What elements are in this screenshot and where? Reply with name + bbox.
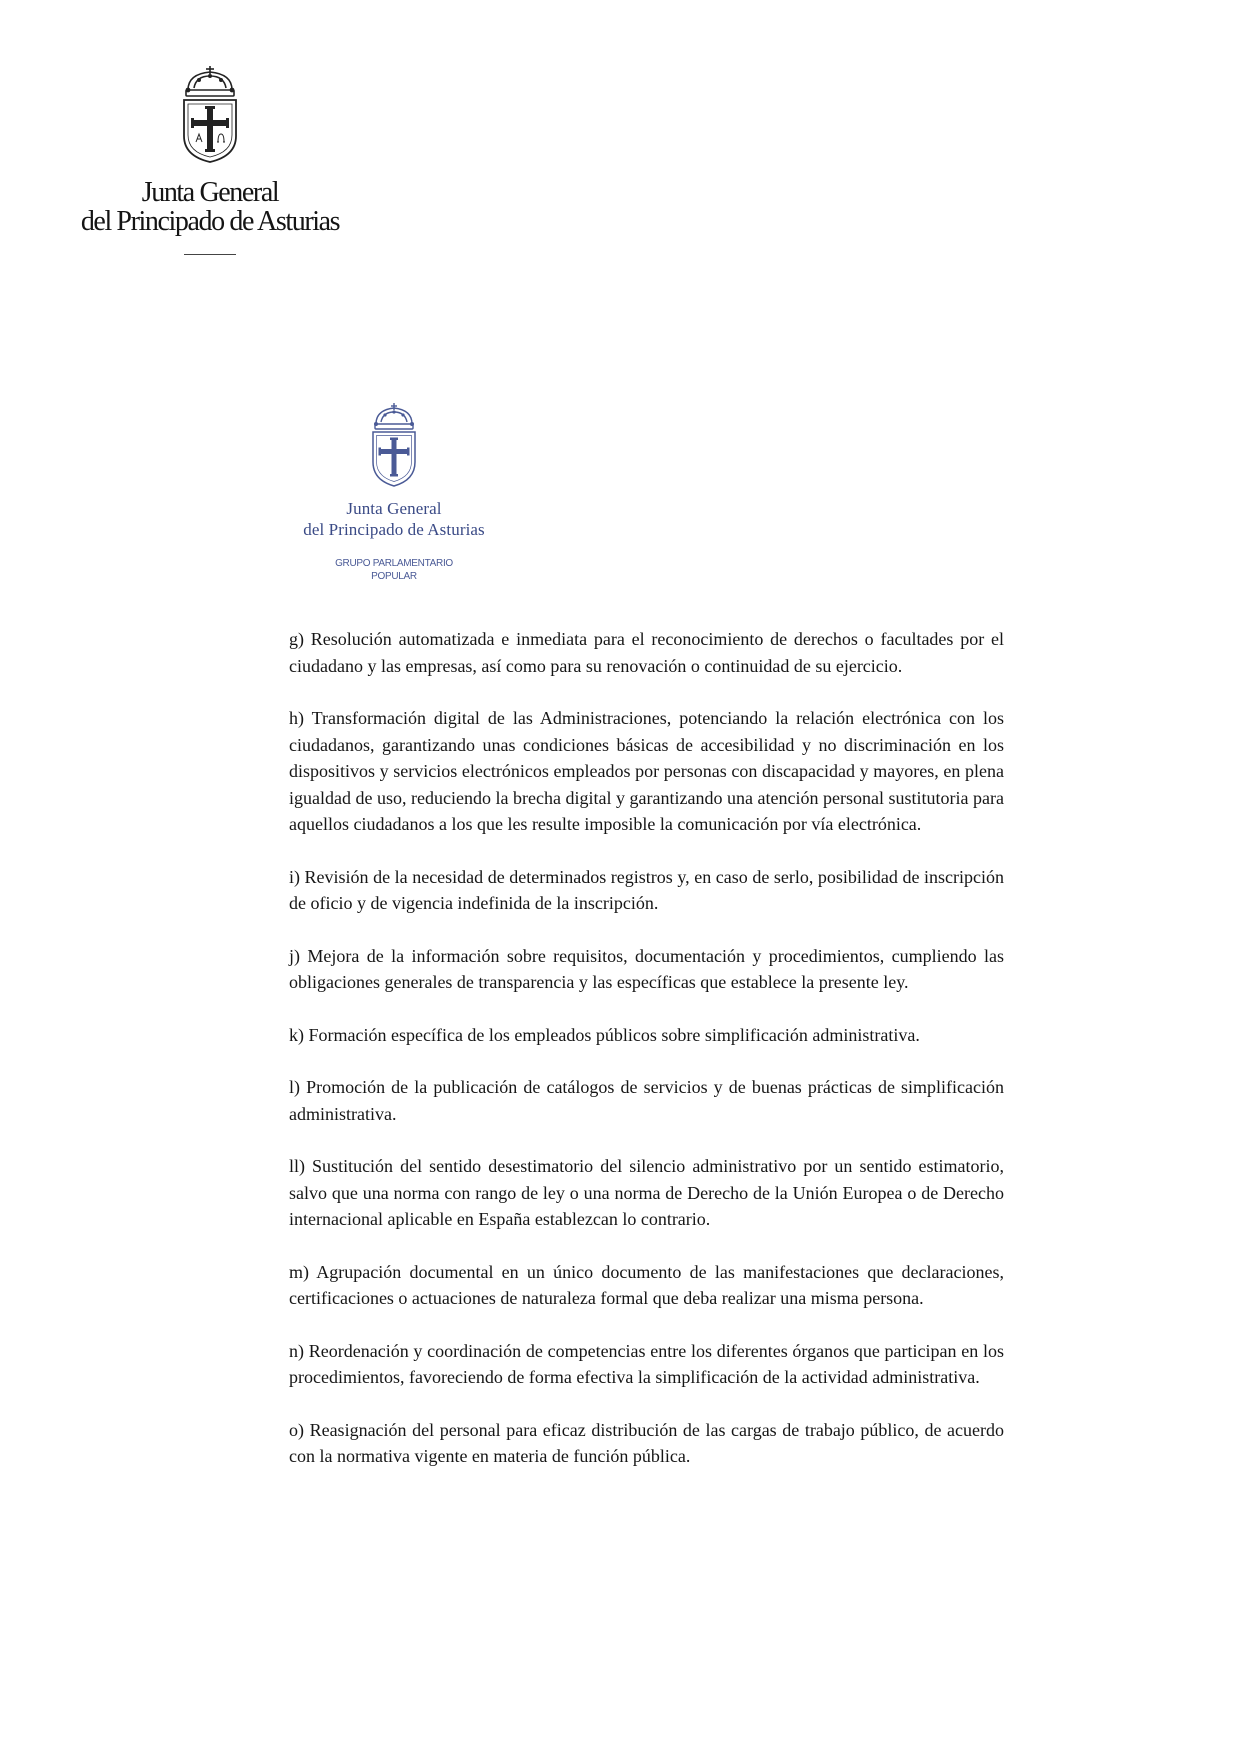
paragraph-k: k) Formación específica de los empleados públicos sobre simplificación administrativa. <box>289 1024 920 1045</box>
paragraph-m: m) Agrupación documental en un único documento de las manifestaciones que declaraciones, certificaciones o actuaciones de naturaleza formal que deba realizar una misma persona. <box>289 1261 1004 1308</box>
group-sub-line1: GRUPO PARLAMENTARIO <box>335 558 453 569</box>
group-logo <box>288 402 500 583</box>
paragraph-j: j) Mejora de la información sobre requisitos, documentación y procedimientos, cumpliendo las obligaciones generales de transparencia y las específicas que establece la presente ley. <box>289 945 1004 992</box>
paragraph-o: o) Reasignación del personal para eficaz distribución de las cargas de trabajo público, de acuerdo con la normativa vigente en materia de función pública. <box>289 1419 1004 1466</box>
header-divider <box>184 254 236 255</box>
group-name-line1: Junta General <box>346 499 442 518</box>
paragraph-ll: ll) Sustitución del sentido desestimatorio del silencio administrativo por un sentido estimatorio, salvo que una norma con rango de ley o una norma de Derecho de la Unión Europea o de Derecho internacional aplicable en España establezcan lo contrario. <box>289 1156 1004 1229</box>
header-name-line1: Junta General <box>141 177 279 208</box>
group-sub-line2: POPULAR <box>371 571 417 582</box>
paragraph-l: l) Promoción de la publicación de catálogos de servicios y de buenas prácticas de simplificación administrativa. <box>289 1077 1004 1124</box>
header-name-line2: del Principado de Asturias <box>80 206 340 237</box>
paragraph-h: h) Transformación digital de las Administraciones, potenciando la relación electrónica con los ciudadanos, garantizando unas condiciones básicas de accesibilidad y no discriminación en los dispositivos y servicios electrónicos empleados por personas con discapacidad y mayores, en plena igualdad de uso, reduciendo la brecha digital y garantizando una atención personal sustitutoria para aquellos ciudadanos a los que les resulte imposible la comunicación por vía electrónica. <box>289 708 1004 834</box>
institution-header <box>80 64 340 255</box>
coat-of-arms-icon <box>174 64 246 164</box>
group-coat-of-arms-icon <box>366 402 422 490</box>
paragraph-i: i) Revisión de la necesidad de determinados registros y, en caso de serlo, posibilidad de inscripción de oficio y de vigencia indefinida de la inscripción. <box>289 866 1004 913</box>
document-body <box>289 626 1004 1496</box>
group-name-line2: del Principado de Asturias <box>303 520 485 539</box>
paragraph-n: n) Reordenación y coordinación de competencias entre los diferentes órganos que participan en los procedimientos, favoreciendo de forma efectiva la simplificación de la actividad administrativa. <box>289 1340 1004 1387</box>
paragraph-g: g) Resolución automatizada e inmediata para el reconocimiento de derechos o facultades por el ciudadano y las empresas, así como para su renovación o continuidad de su ejercicio. <box>289 629 1004 676</box>
